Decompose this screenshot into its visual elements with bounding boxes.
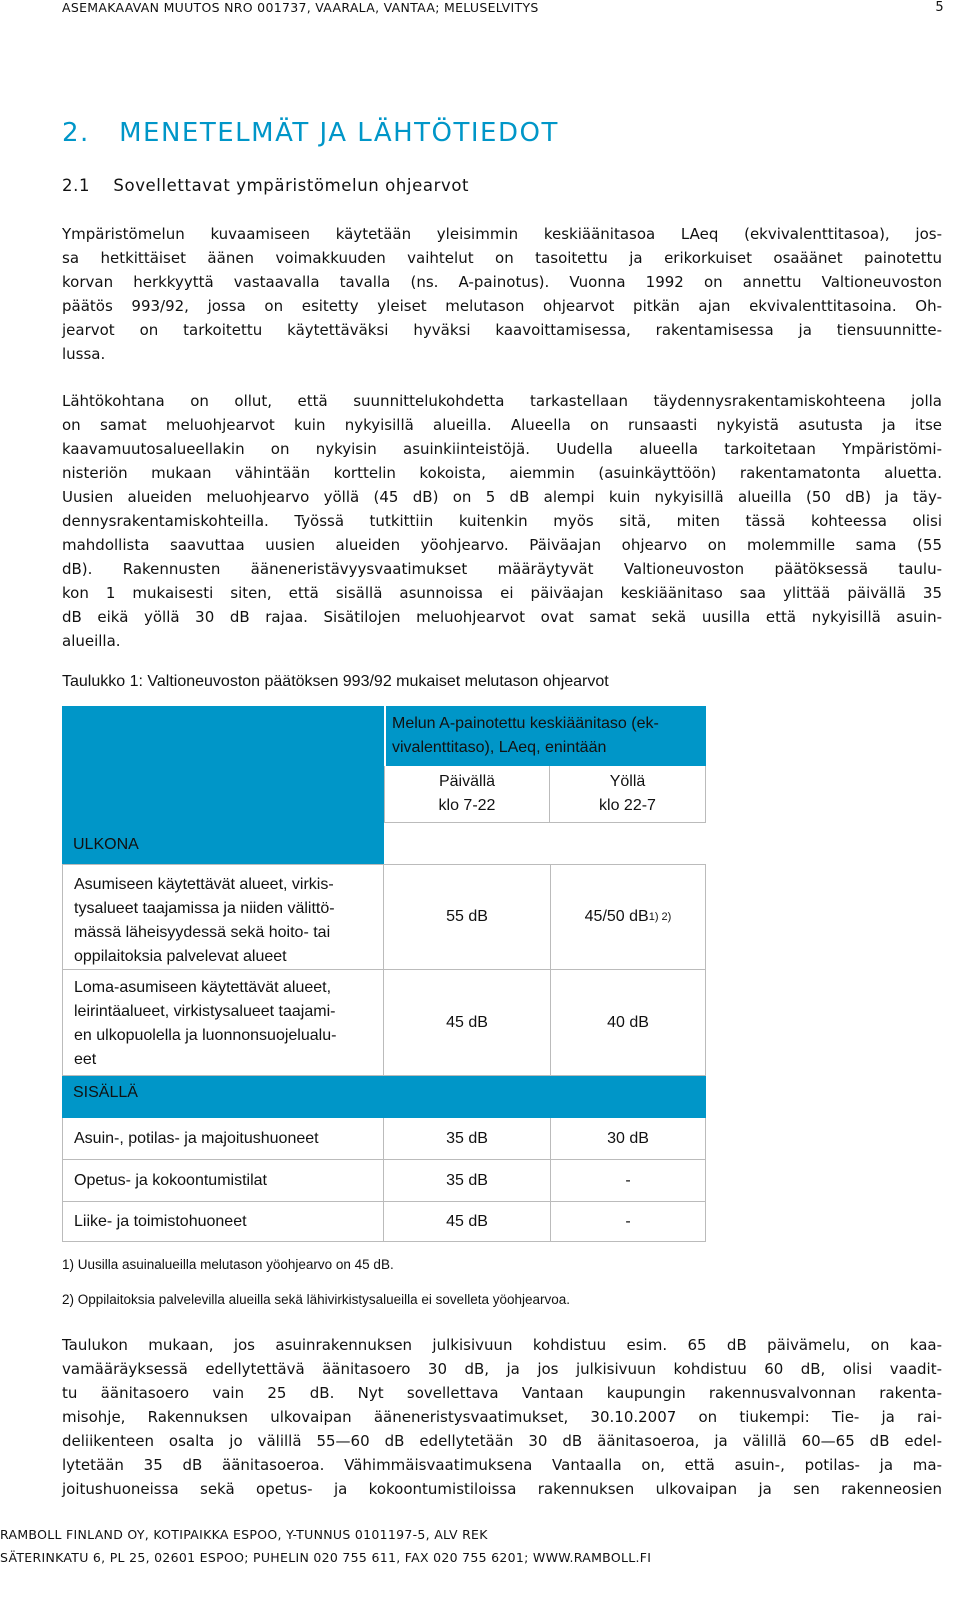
paragraph-line: dB eikä yöllä 30 dB rajaa. Sisätilojen meluohjearvot ovat samat sekä uusilla että nykyisillä asuin- [62,608,942,626]
footnote-1: 1) Uusilla asuinalueilla melutason yöohjearvo on 45 dB. [62,1257,394,1272]
row4-day: 35 dB [384,1160,550,1202]
paragraph-line: korvan herkkyyttä vastaavalla tavalla (ns. A-painotus). Vuonna 1992 on annettu Valtioneuvoston [62,273,942,291]
row1-day: 55 dB [384,864,550,970]
header-day-line: Päivällä [438,773,496,790]
page-number: 5 [935,0,944,15]
page-header [62,0,944,14]
footer-line-2: SÄTERINKATU 6, PL 25, 02601 ESPOO; PUHELIN 020 755 611, FAX 020 755 6201; WWW.RAMBOLL.FI [0,1550,652,1565]
header-main-line: Melun A-painotettu keskiäänitaso (ek- [392,715,659,732]
header-main-line: vivalenttitaso), LAeq, enintään [392,739,607,756]
noise-guideline-table [62,706,706,1242]
row3-label: Asuin-, potilas- ja majoitushuoneet [62,1118,384,1160]
section-indoor: SISÄLLÄ [73,1084,138,1101]
paragraph-line: nisteriön mukaan vähintään korttelin kokoista, aiemmin (asuinkäyttöön) rakentamatonta aluetta. [62,464,942,482]
paragraph-line: deliikenteen osalta jo välillä 55—60 dB edellytetään 30 dB äänitasoeroa, ja välillä 60—65 dB edel- [62,1432,942,1450]
subsection-heading: 2.1 Sovellettavat ympäristömelun ohjearvot [62,176,470,195]
paragraph-line: Uusien alueiden meluohjearvo yöllä (45 dB) on 5 dB alempi kuin nykyisillä alueilla (50 dB) ja täy- [62,488,942,506]
table-header-day [384,766,550,823]
row2-night: 40 dB [550,970,706,1076]
paragraph-line: tu äänitasoero vain 25 dB. Nyt sovellettava Vantaan kaupungin rakennusvalvonnan rakenta- [62,1384,942,1402]
row1-label-line: mässä läheisyydessä sekä hoito- tai [74,924,331,941]
footnote-2: 2) Oppilaitoksia palvelevilla alueilla sekä lähivirkistysalueilla ei sovelleta yöohjearvoa. [62,1292,571,1307]
row1-label-line: tysalueet taajamissa ja niiden välittö- [74,900,335,917]
row1-label-line: Asumiseen käytettävät alueet, virkis- [74,876,334,893]
paragraph-line: dB). Rakennusten ääneneristävyysvaatimukset määräytyvät Valtioneuvoston päätöksessä taulu- [62,560,942,578]
paragraph-line: dennysrakentamiskohteilla. Työssä tutkittiin kuitenkin myös sitä, miten tässä kohteessa olisi [62,512,942,530]
paragraph-line: alueilla. [62,632,121,650]
paragraph-line: Lähtökohtana on ollut, että suunnittelukohdetta tarkastellaan täydennysrakentamiskohteena jolla [62,392,942,410]
paragraph-line: kaavamuutosalueellakin on nykyisin asuinkiinteistöjä. Uudella alueella tarkoitetaan Ympäristömi- [62,440,942,458]
header-night-line: klo 22-7 [599,797,656,814]
header-night-line: Yöllä [609,773,646,790]
row3-night: 30 dB [550,1118,706,1160]
paragraph-line: lytetään 35 dB äänitasoeroa. Vähimmäisvaatimuksena Vantaalla on, että asuin-, potilas- ja ma- [62,1456,942,1474]
row4-label: Opetus- ja kokoontumistilat [62,1160,384,1202]
footer-line-1: RAMBOLL FINLAND OY, KOTIPAIKKA ESPOO, Y-TUNNUS 0101197-5, ALV REK [0,1527,488,1542]
row2-day: 45 dB [384,970,550,1076]
table-caption: Taulukko 1: Valtioneuvoston päätöksen 993/92 mukaiset melutason ohjearvot [62,673,609,690]
row1-label [62,864,384,970]
row2-label [62,970,384,1076]
paragraph-line: Ympäristömelun kuvaamiseen käytetään yleisimmin keskiäänitasoa LAeq (ekvivalenttitasoa), jos- [62,225,942,243]
table-header-main [384,706,706,766]
paragraph-line: mahdollista saavuttaa uusien alueiden yöohjearvo. Päiväajan ohjearvo on molemmille sama (55 [62,536,942,554]
header-day-line: klo 7-22 [438,797,496,814]
paragraph-line: joitushuoneissa sekä opetus- ja kokoontumistiloissa rakennuksen ulkovaipan ja sen rakenneosien [62,1480,942,1498]
row2-label-line: eet [74,1051,97,1068]
row2-label-line: Loma-asumiseen käytettävät alueet, [74,979,332,996]
section-indoor-band [62,1076,706,1118]
row2-label-line: leirintäalueet, virkistysalueet taajami- [74,1003,336,1020]
row3-day: 35 dB [384,1118,550,1160]
paragraph-line: on samat meluohjearvot kuin nykyisillä alueilla. Alueella on runsaasti nykyistä asutusta ja itse [62,416,942,434]
paragraph-1 [62,222,942,366]
paragraph-line: kon 1 mukaisesti siten, että sisällä asunnoissa ei päiväajan keskiäänitaso saa ylittää päivällä 35 [62,584,942,602]
section-heading: 2. MENETELMÄT JA LÄHTÖTIEDOT [62,118,559,148]
paragraph-line: vamääräyksessä edellytettävä äänitasoero 30 dB, ja jos julkisivuun kohdistuu 60 dB, olisi vaadit- [62,1360,942,1378]
paragraph-2 [62,389,942,653]
section-outdoor: ULKONA [73,836,139,853]
paragraph-line: päätös 993/92, jossa on esitetty yleiset melutason ohjearvot pitkän ajan ekvivalenttitasoina. Oh- [62,297,942,315]
paragraph-line: misohje, Rakennuksen ulkovaipan ääneneristysvaatimukset, 30.10.2007 on tiukempi: Tie- ja rai- [62,1408,942,1426]
header-title: ASEMAKAAVAN MUUTOS NRO 001737, VAARALA, VANTAA; MELUSELVITYS [62,0,539,15]
table-header-night [550,766,706,823]
row5-label: Liike- ja toimistohuoneet [62,1202,384,1242]
table-spacer [384,823,706,864]
paragraph-line: Taulukon mukaan, jos asuinrakennuksen julkisivuun kohdistuu esim. 65 dB päivämelu, on kaa- [62,1336,942,1354]
row1-label-line: oppilaitoksia palvelevat alueet [74,948,287,965]
paragraph-3 [62,1333,942,1501]
paragraph-line: sa hetkittäiset äänen voimakkuuden vaihtelut on tasoitettu ja erikorkuiset osaäänet painotettu [62,249,942,267]
row5-day: 45 dB [384,1202,550,1242]
row1-night-note: 1) 2) [648,911,672,923]
row1-night-value: 45/50 dB [584,908,649,925]
row5-night: - [550,1202,706,1242]
paragraph-line: jearvot on tarkoitettu käytettäväksi hyväksi kaavoittamisessa, rakentamisessa ja tiensuunnitte- [62,321,942,339]
row1-night [550,864,706,970]
row2-label-line: en ulkopuolella ja luonnonsuojelualu- [74,1027,337,1044]
row4-night: - [550,1160,706,1202]
paragraph-line: lussa. [62,345,106,363]
